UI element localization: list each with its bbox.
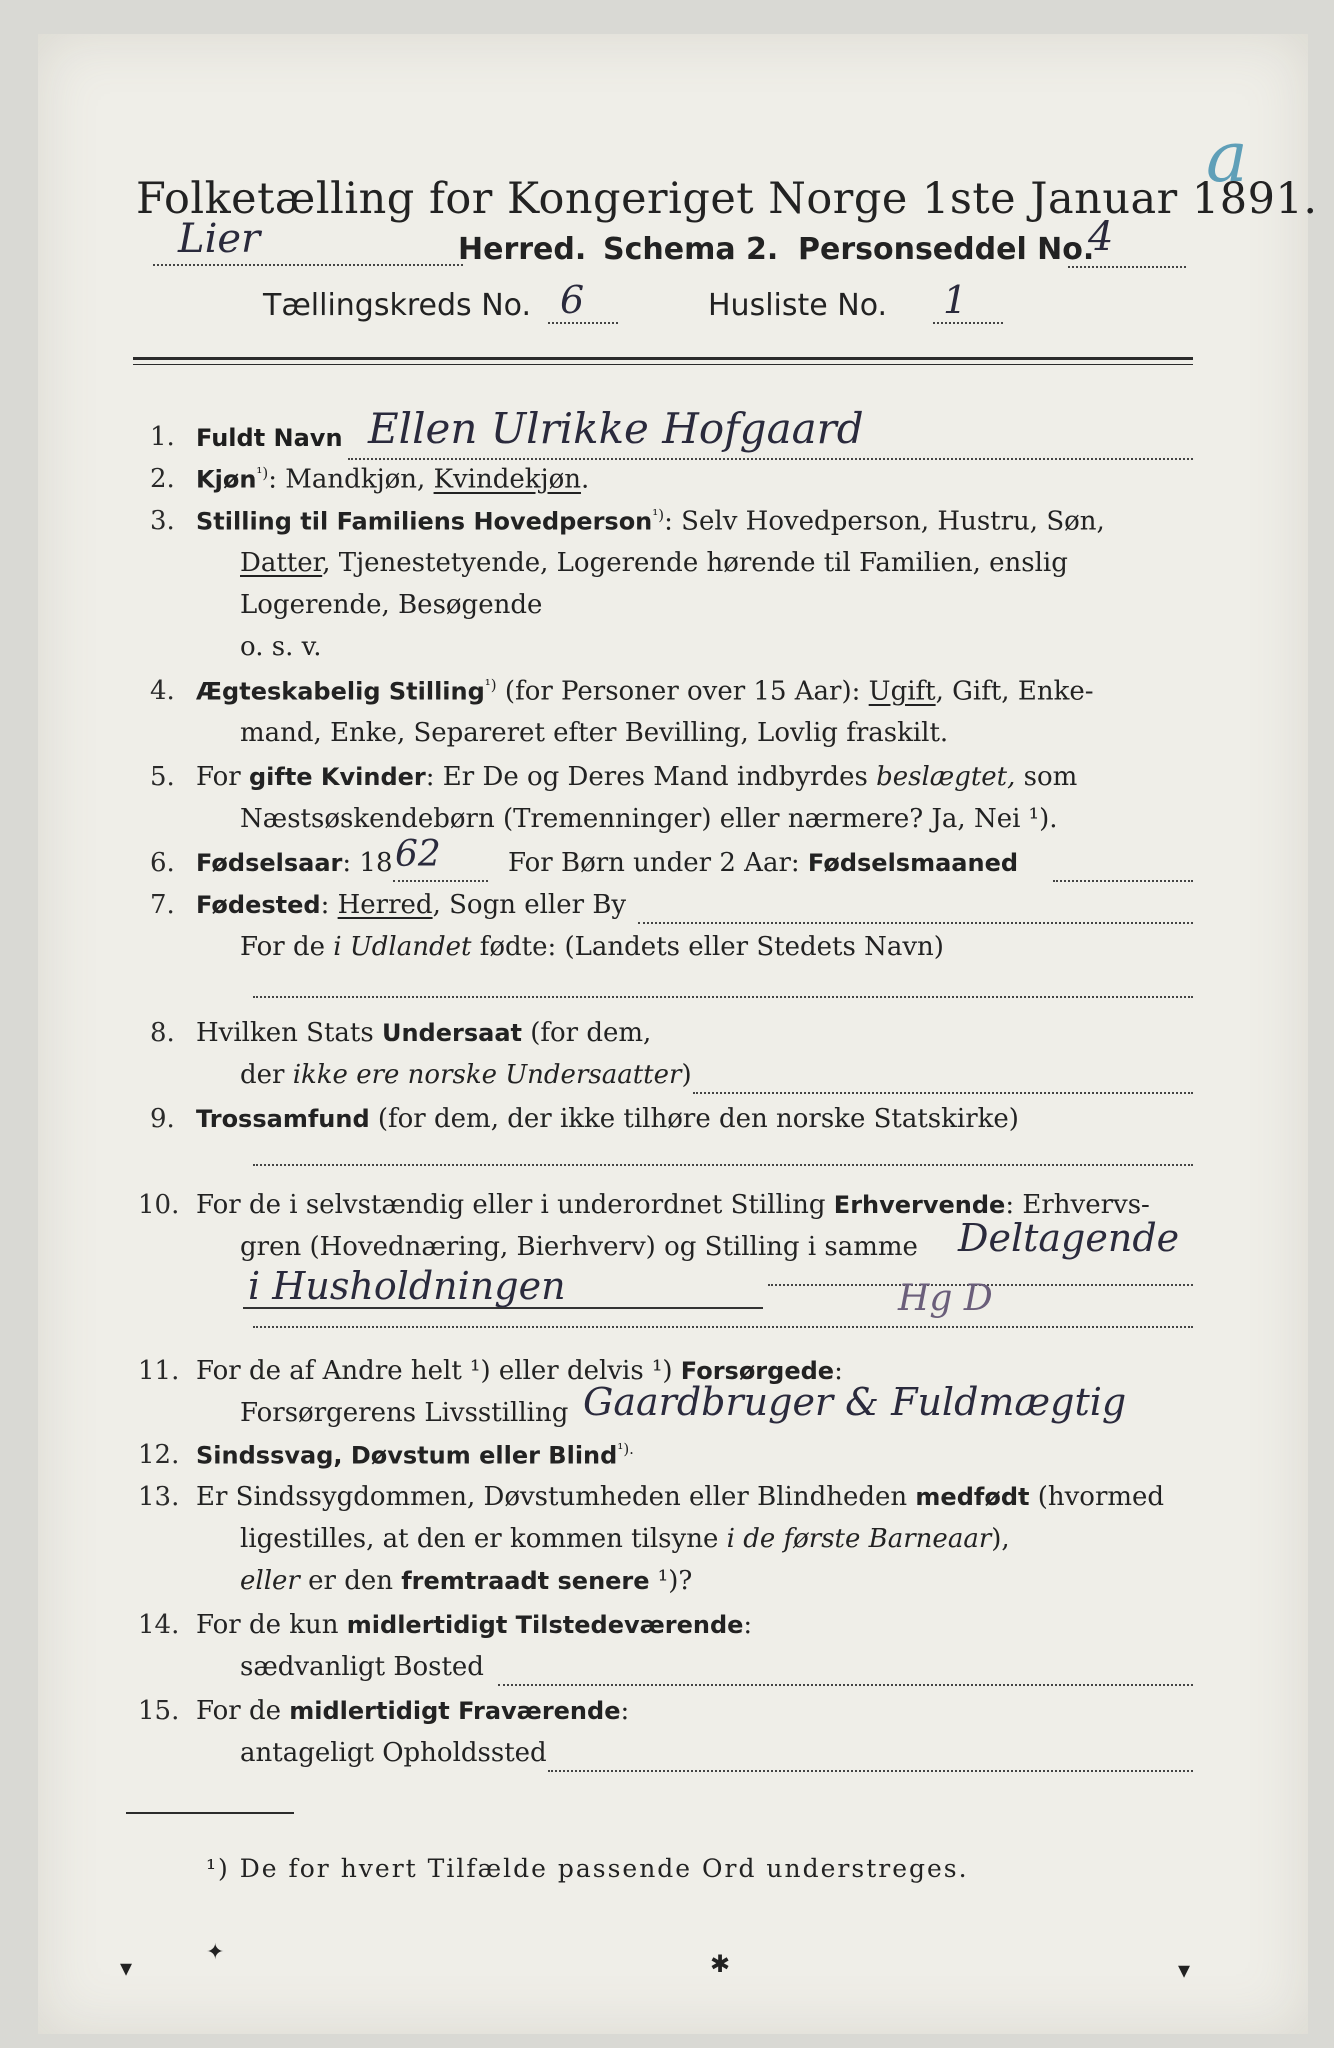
- q11-answer: Gaardbruger & Fuldmægtig: [583, 1380, 1127, 1424]
- q4-line2: mand, Enke, Separeret efter Bevilling, Lovlig fraskilt.: [240, 718, 949, 748]
- personseddel-label: Personseddel No.: [798, 232, 1095, 267]
- form-title: Folketælling for Kongeriget Norge 1ste Januar 1891.: [136, 174, 1318, 224]
- q5-line1: For gifte Kvinder: Er De og Deres Mand indbyrdes beslægtet, som: [196, 762, 1078, 792]
- q9-line1: Trossamfund (for dem, der ikke tilhøre den norske Statskirke): [196, 1104, 1019, 1134]
- corner-mark: a: [1206, 116, 1248, 198]
- q15-line1: For de midlertidigt Fraværende:: [196, 1696, 630, 1726]
- q1-dots: [348, 458, 1193, 460]
- q11-number: 11.: [138, 1356, 180, 1386]
- husliste-label: Husliste No.: [708, 288, 888, 323]
- q13-line2: ligestilles, at den er kommen tilsyne i de første Barneaar),: [240, 1524, 1010, 1554]
- q14-line2: sædvanligt Bosted: [240, 1652, 484, 1682]
- q1-label: Fuldt Navn: [196, 424, 343, 452]
- q10-number: 10.: [138, 1190, 180, 1220]
- ink-speck: ▾: [1178, 1956, 1191, 1984]
- q10-answer2: i Husholdningen: [248, 1264, 566, 1308]
- q4-line1: Ægteskabelig Stilling$^{^1)}$ (for Personer over 15 Aar): Ugift, Gift, Enke-: [196, 676, 1094, 707]
- q8-line2: der ikke ere norske Undersaatter): [240, 1060, 692, 1090]
- q12-number: 12.: [138, 1440, 180, 1470]
- q7-dots1: [638, 922, 1193, 924]
- q6-line1b: For Børn under 2 Aar: Fødselsmaaned: [508, 848, 1019, 878]
- q14-line1: For de kun midlertidigt Tilstedeværende:: [196, 1610, 753, 1640]
- q12-line1: Sindssvag, Døvstum eller Blind$^{^1).}$: [196, 1440, 634, 1470]
- header-rule-top: [133, 357, 1193, 360]
- q6-month-dots: [1053, 880, 1193, 882]
- personseddel-dots: [1068, 266, 1186, 268]
- q10-mark: Hg D: [898, 1278, 993, 1319]
- q13-number: 13.: [138, 1482, 180, 1512]
- q8-dots: [693, 1092, 1193, 1094]
- q13-line3: eller er den fremtraadt senere ¹)?: [240, 1566, 693, 1596]
- q11-line1: For de af Andre helt ¹) eller delvis ¹) Forsørgede:: [196, 1356, 843, 1386]
- q14-dots: [498, 1684, 1193, 1686]
- krets-label: Tællingskreds No.: [263, 288, 531, 323]
- q3-number: 3.: [150, 506, 175, 536]
- q10-dots2: [253, 1326, 1193, 1328]
- personseddel-value: 4: [1088, 214, 1114, 260]
- q10-answer1: Deltagende: [958, 1216, 1180, 1260]
- header-rule-bottom: [133, 364, 1193, 365]
- q8-line1: Hvilken Stats Undersaat (for dem,: [196, 1018, 652, 1048]
- q1-number: 1.: [150, 422, 175, 452]
- herred-dots: [153, 264, 463, 266]
- q4-number: 4.: [150, 676, 175, 706]
- q9-dots: [253, 1164, 1193, 1166]
- husliste-dots: [933, 322, 1003, 324]
- q10-line1: For de i selvstændig eller i underordnet Stilling Erhvervende: Erhvervs-: [196, 1190, 1150, 1220]
- husliste-value: 1: [943, 278, 968, 322]
- q15-line2: antageligt Opholdssted: [240, 1738, 547, 1768]
- q14-number: 14.: [138, 1610, 180, 1640]
- ink-speck: ▾: [120, 1954, 133, 1982]
- krets-dots: [548, 322, 618, 324]
- q7-line1: Fødested: Herred, Sogn eller By: [196, 890, 627, 920]
- q3-line4: o. s. v.: [240, 632, 322, 662]
- q7-dots2: [253, 996, 1193, 998]
- footnote: ¹) De for hvert Tilfælde passende Ord understreges.: [206, 1854, 969, 1883]
- q13-line1: Er Sindssygdommen, Døvstumheden eller Blindheden medfødt (hvormed: [196, 1482, 1165, 1512]
- q1-answer: Ellen Ulrikke Hofgaard: [368, 404, 864, 453]
- ink-speck: ✦: [206, 1940, 225, 1965]
- census-form-sheet: [38, 34, 1318, 2034]
- q15-number: 15.: [138, 1696, 180, 1726]
- q3-line2: Datter, Tjenestetyende, Logerende hørende til Familien, enslig: [240, 548, 1068, 578]
- krets-value: 6: [560, 278, 585, 322]
- herred-label: Herred.: [458, 232, 587, 267]
- q6-number: 6.: [150, 848, 175, 878]
- q6-year-dots: [393, 880, 488, 882]
- q3-line1: Stilling til Familiens Hovedperson$^{^1)}$: Selv Hovedperson, Hustru, Søn,: [196, 506, 1105, 537]
- q2-number: 2.: [150, 464, 175, 494]
- q2-text: Kjøn$^{^1)}$: Mandkjøn, Kvindekjøn.: [196, 464, 590, 495]
- q7-line2: For de i Udlandet fødte: (Landets eller Stedets Navn): [240, 932, 944, 962]
- footnote-rule: [126, 1812, 294, 1814]
- q5-line2: Næstsøskendebørn (Tremenninger) eller nærmere? Ja, Nei ¹).: [240, 804, 1058, 834]
- q10-underline: [243, 1307, 763, 1309]
- q7-number: 7.: [150, 890, 175, 920]
- q3-line3: Logerende, Besøgende: [240, 590, 543, 620]
- q11-line2: Forsørgerens Livsstilling: [240, 1398, 569, 1428]
- herred-value: Lier: [178, 216, 261, 262]
- q8-number: 8.: [150, 1018, 175, 1048]
- q6-year: 62: [395, 834, 441, 875]
- q5-number: 5.: [150, 762, 175, 792]
- schema-label: Schema 2.: [603, 232, 779, 267]
- q6-line1: Fødselsaar: 18: [196, 848, 393, 878]
- q15-dots: [548, 1770, 1193, 1772]
- q9-number: 9.: [150, 1104, 175, 1134]
- q10-line2: gren (Hovednæring, Bierhverv) og Stilling i samme: [240, 1232, 918, 1262]
- ink-speck: ✱: [710, 1950, 731, 1978]
